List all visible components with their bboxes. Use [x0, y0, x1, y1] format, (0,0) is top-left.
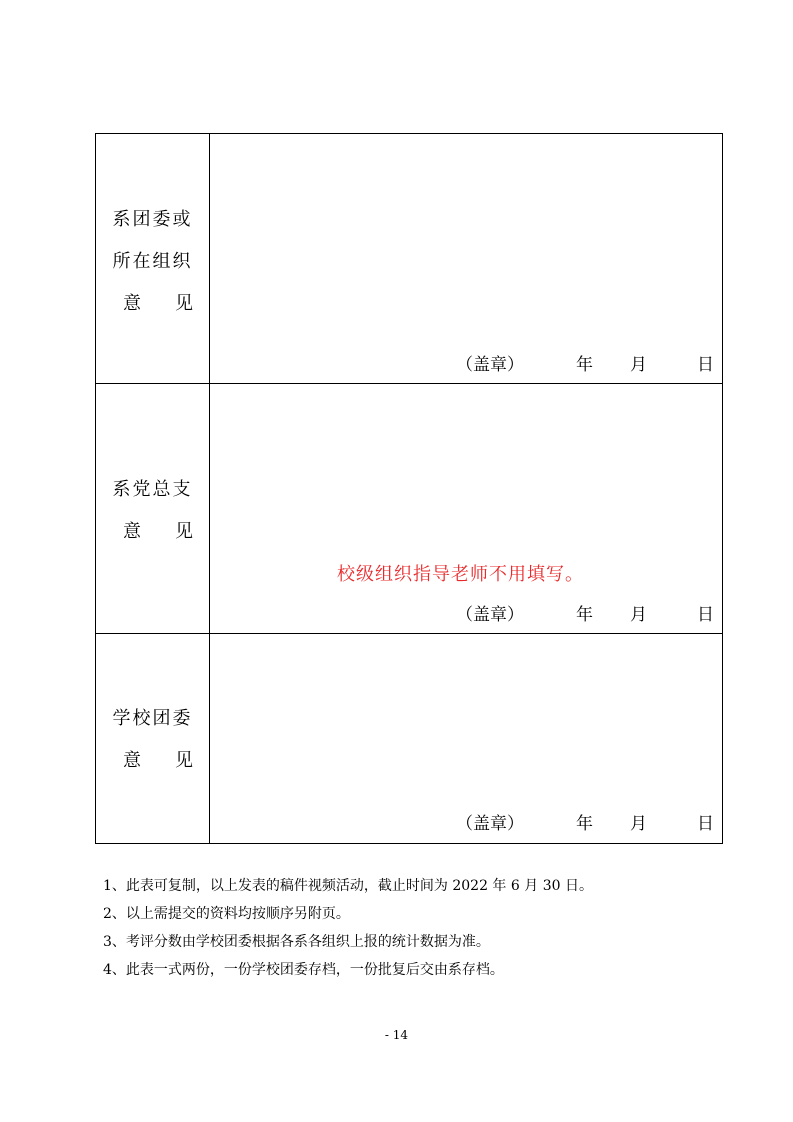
label-line-opinion	[96, 283, 209, 325]
approval-form-table	[95, 133, 723, 844]
opinion-cell[interactable]	[210, 634, 723, 844]
instruction-note: 校级组织指导老师不用填写。	[337, 564, 584, 585]
note-item: 4、此表一式两份，一份学校团委存档，一份批复后交由系存档。	[103, 962, 504, 978]
label-char: 意	[123, 750, 143, 771]
label-cell	[96, 384, 210, 634]
label-char: 意	[123, 293, 143, 314]
section-row-department-youth-league	[96, 134, 723, 384]
label-char: 见	[175, 750, 195, 771]
month-label: 月	[630, 355, 647, 375]
label-line: 系团委或	[112, 209, 193, 230]
section-label	[96, 469, 209, 553]
stamp-date-line	[456, 809, 714, 834]
section-row-party-branch	[96, 384, 723, 634]
label-char: 见	[175, 293, 195, 314]
label-char: 见	[175, 521, 195, 542]
stamp-label: （盖章）	[456, 814, 524, 834]
month-label: 月	[630, 605, 647, 625]
section-label	[96, 199, 209, 325]
year-label: 年	[576, 355, 593, 375]
stamp-date-line	[456, 600, 714, 625]
footnotes	[103, 872, 593, 984]
month-label: 月	[630, 814, 647, 834]
day-label: 日	[697, 814, 714, 834]
note-item: 1、此表可复制，以上发表的稿件视频活动，截止时间为 2022 年 6 月 30 日。	[103, 878, 593, 894]
day-label: 日	[697, 355, 714, 375]
section-row-school-youth-league	[96, 634, 723, 844]
section-label	[96, 698, 209, 782]
label-cell	[96, 134, 210, 384]
label-line: 学校团委	[112, 708, 193, 729]
label-cell	[96, 634, 210, 844]
label-line-opinion	[96, 740, 209, 782]
note-item: 2、以上需提交的资料均按顺序另附页。	[103, 906, 350, 922]
label-line-opinion	[96, 511, 209, 553]
day-label: 日	[697, 605, 714, 625]
label-char: 意	[123, 521, 143, 542]
year-label: 年	[576, 605, 593, 625]
opinion-cell[interactable]	[210, 134, 723, 384]
page-number: - 14	[384, 1028, 409, 1042]
stamp-label: （盖章）	[456, 605, 524, 625]
year-label: 年	[576, 814, 593, 834]
label-line: 所在组织	[112, 251, 193, 272]
opinion-cell[interactable]	[210, 384, 723, 634]
label-line: 系党总支	[112, 479, 193, 500]
note-item: 3、考评分数由学校团委根据各系各组织上报的统计数据为准。	[103, 934, 490, 950]
stamp-label: （盖章）	[456, 355, 524, 375]
stamp-date-line	[456, 350, 714, 375]
